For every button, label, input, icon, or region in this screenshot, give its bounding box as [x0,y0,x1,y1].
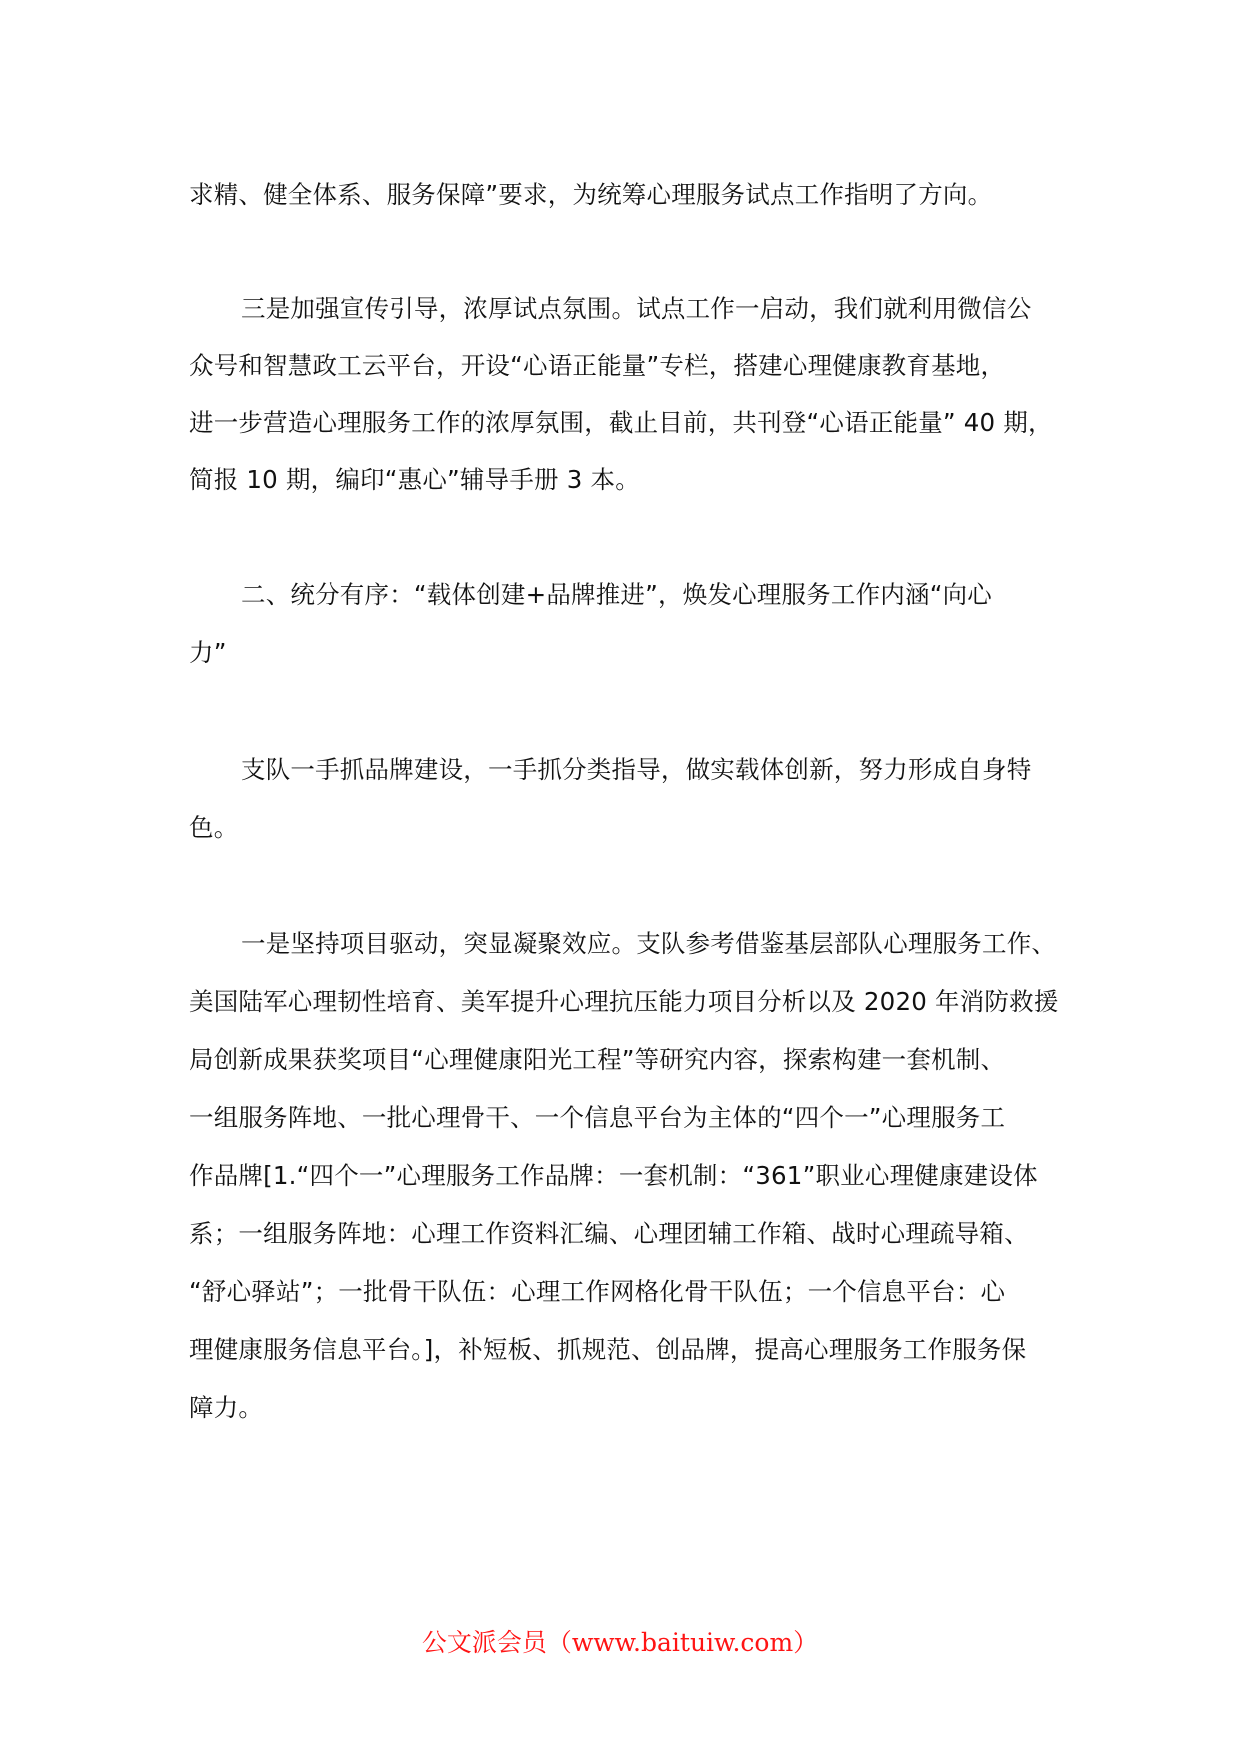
paragraph-line: 系；一组服务阵地：心理工作资料汇编、心理团辅工作箱、战时心理疏导箱、 [189,1219,1029,1248]
paragraph-line: 一是坚持项目驱动，突显凝聚效应。支队参考借鉴基层部队心理服务工作、 [241,929,1057,958]
paragraph-line: 色。 [189,813,239,842]
footer-watermark: 公文派会员（www.baituiw.com） [421,1628,819,1657]
section-heading-line: 力” [189,638,227,667]
paragraph-line: 美国陆军心理韧性培育、美军提升心理抗压能力项目分析以及 2020 年消防救援 [189,987,1059,1016]
paragraph-line: “舒心驿站”；一批骨干队伍：心理工作网格化骨干队伍；一个信息平台：心 [189,1277,1006,1306]
paragraph-line: 理健康服务信息平台。]，补短板、抓规范、创品牌，提高心理服务工作服务保 [189,1335,1027,1364]
paragraph-line: 一组服务阵地、一批心理骨干、一个信息平台为主体的“四个一”心理服务工 [189,1103,1006,1132]
paragraph-line: 局创新成果获奖项目“心理健康阳光工程”等研究内容，探索构建一套机制、 [189,1045,1006,1074]
paragraph-line: 三是加强宣传引导，浓厚试点氛围。试点工作一启动，我们就利用微信公 [241,294,1032,323]
paragraph-line: 求精、健全体系、服务保障”要求，为统筹心理服务试点工作指明了方向。 [189,180,993,209]
paragraph-line: 众号和智慧政工云平台，开设“心语正能量”专栏，搭建心理健康教育基地， [189,351,1006,380]
section-heading-line: 二、统分有序：“载体创建+品牌推进”，焕发心理服务工作内涵“向心 [241,580,993,609]
paragraph-line: 支队一手抓品牌建设，一手抓分类指导，做实载体创新，努力形成自身特 [241,755,1032,784]
paragraph-line: 障力。 [189,1393,264,1422]
paragraph-line: 简报 10 期，编印“惠心”辅导手册 3 本。 [189,465,640,494]
paragraph-line: 进一步营造心理服务工作的浓厚氛围，截止目前，共刊登“心语正能量” 40 期， [189,408,1053,437]
paragraph-line: 作品牌[1.“四个一”心理服务工作品牌：一套机制：“361”职业心理健康建设体 [189,1161,1038,1190]
